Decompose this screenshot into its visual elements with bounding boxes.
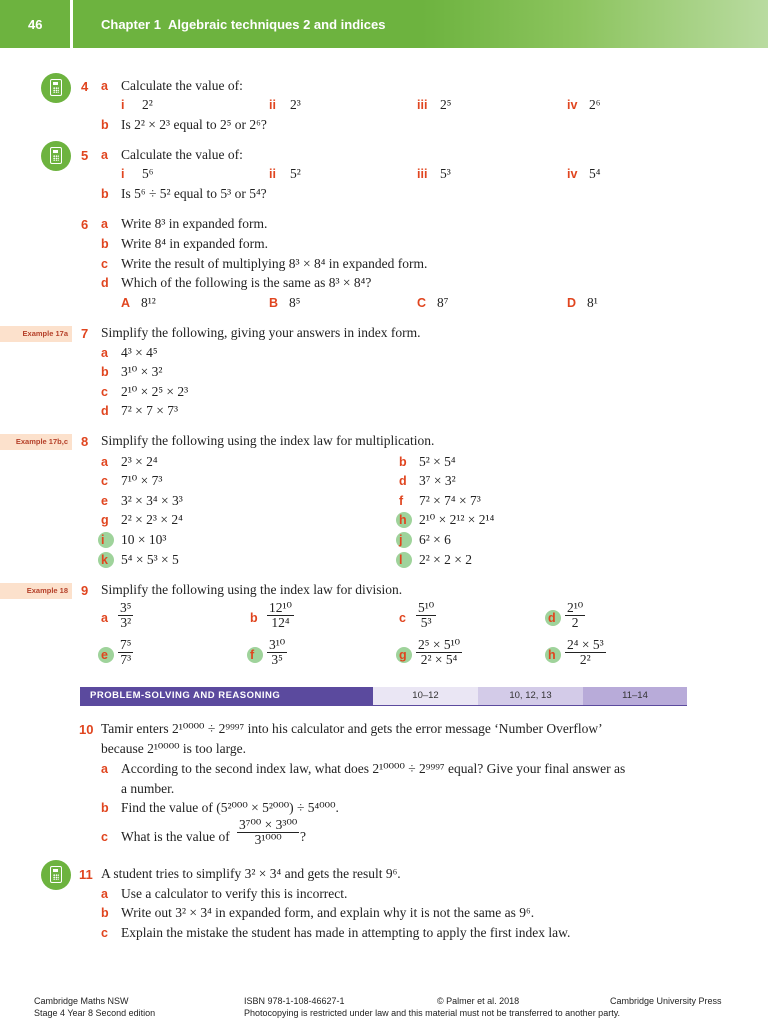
pathway-column-3: 11–14 bbox=[583, 687, 687, 705]
expression: 2⁵ bbox=[440, 97, 452, 112]
part-label: e bbox=[101, 494, 108, 508]
question-text: What is the value of bbox=[121, 829, 230, 844]
part-label: g bbox=[101, 513, 109, 527]
expression: 7¹⁰ × 7³ bbox=[121, 473, 163, 488]
footer-book-title: Cambridge Maths NSW bbox=[34, 996, 129, 1006]
expression: 2¹⁰ × 2⁵ × 2³ bbox=[121, 384, 189, 399]
part-label: b bbox=[399, 455, 407, 469]
question-text: Find the value of (5²⁰⁰⁰ × 5²⁰⁰⁰) ÷ 5⁴⁰⁰⁰. bbox=[121, 800, 339, 815]
expression: 4³ × 4⁵ bbox=[121, 345, 158, 360]
footer-copyright: © Palmer et al. 2018 bbox=[437, 996, 520, 1006]
pathway-column-1: 10–12 bbox=[373, 687, 478, 705]
question-text: Simplify the following, giving your answers in index form. bbox=[101, 325, 421, 340]
part-label: b bbox=[101, 365, 109, 379]
option-label: D bbox=[567, 296, 577, 310]
part-label-highlighted: i bbox=[101, 533, 104, 547]
part-label: a bbox=[101, 611, 108, 625]
expression: 2⁶ bbox=[589, 97, 601, 112]
part-label: c bbox=[101, 474, 108, 488]
subpart-label: iii bbox=[417, 167, 428, 181]
footer-isbn: ISBN 978-1-108-46627-1 bbox=[244, 996, 345, 1006]
expression: 2¹⁰ × 2¹² × 2¹⁴ bbox=[419, 512, 495, 527]
question-text: Calculate the value of: bbox=[121, 78, 243, 93]
part-label-highlighted: g bbox=[399, 648, 407, 662]
subpart-label: iv bbox=[567, 98, 578, 112]
question-number: 4 bbox=[81, 79, 89, 94]
question-number: 7 bbox=[81, 326, 89, 341]
part-label: a bbox=[101, 346, 108, 360]
part-label: b bbox=[250, 611, 258, 625]
question-text: According to the second index law, what does 2¹⁰⁰⁰⁰ ÷ 2⁹⁹⁹⁷ equal? Give your final answer as bbox=[121, 761, 626, 776]
fraction: $\frac{\text{7⁵}}{\text{7³}}$ bbox=[120, 637, 132, 667]
page-number: 46 bbox=[28, 17, 43, 32]
part-label: c bbox=[101, 830, 108, 844]
fraction: $\frac{\text{5¹⁰}}{\text{5³}}$ bbox=[418, 600, 435, 630]
expression: 6² × 6 bbox=[419, 532, 451, 547]
part-label-highlighted: l bbox=[399, 553, 402, 567]
footer-notice: Photocopying is restricted under law and this material must not be transferred to another party. bbox=[244, 1008, 621, 1018]
part-label: a bbox=[101, 887, 108, 901]
expression: 3¹⁰ × 3² bbox=[121, 364, 163, 379]
option-value: 8⁷ bbox=[437, 295, 449, 310]
question-text: Use a calculator to verify this is incorrect. bbox=[121, 886, 348, 901]
section-underline bbox=[80, 705, 687, 706]
expression: 7² × 7 × 7³ bbox=[121, 403, 179, 418]
page-header bbox=[0, 0, 768, 48]
question-number: 5 bbox=[81, 148, 89, 163]
question-number: 8 bbox=[81, 434, 89, 449]
part-label-highlighted: h bbox=[399, 513, 407, 527]
part-label: b bbox=[101, 237, 109, 251]
expression: 7² × 7⁴ × 7³ bbox=[419, 493, 481, 508]
subpart-label: iii bbox=[417, 98, 428, 112]
question-number: 10 bbox=[79, 722, 94, 737]
question-text: Write 8³ in expanded form. bbox=[121, 216, 268, 231]
expression: 5⁶ bbox=[142, 166, 154, 181]
part-label: a bbox=[101, 762, 108, 776]
footer-publisher: Cambridge University Press bbox=[610, 996, 722, 1006]
fraction: $\frac{\text{2⁵ × 5¹⁰}}{\text{2² × 5⁴}}$ bbox=[418, 637, 461, 667]
option-value: 8¹² bbox=[141, 295, 156, 310]
fraction: $\frac{\text{2⁴ × 5³}}{\text{2²}}$ bbox=[567, 637, 604, 667]
question-text: ? bbox=[300, 829, 306, 844]
question-text: because 2¹⁰⁰⁰⁰ is too large. bbox=[101, 741, 247, 756]
calculator-icon bbox=[41, 141, 71, 171]
expression: 2² × 2³ × 2⁴ bbox=[121, 512, 183, 527]
fraction: $\frac{\text{2¹⁰}}{2}$ bbox=[567, 600, 584, 630]
pathway-column-2: 10, 12, 13 bbox=[478, 687, 583, 705]
question-text: Is 2² × 2³ equal to 2⁵ or 2⁶? bbox=[121, 117, 267, 132]
question-text: Write out 3² × 3⁴ in expanded form, and explain why it is not the same as 9⁶. bbox=[121, 905, 535, 920]
example-reference[interactable]: Example 17a bbox=[0, 326, 72, 342]
part-label-highlighted: d bbox=[548, 611, 556, 625]
part-label: b bbox=[101, 118, 109, 132]
expression: 5² × 5⁴ bbox=[419, 454, 456, 469]
subpart-label: ii bbox=[269, 98, 276, 112]
subpart-label: i bbox=[121, 98, 125, 112]
subpart-label: i bbox=[121, 167, 125, 181]
chapter-label: Chapter 1 bbox=[101, 17, 161, 32]
question-number: 11 bbox=[79, 867, 93, 882]
fraction: $\frac{\text{12¹⁰}}{\text{12⁴}}$ bbox=[269, 600, 292, 630]
part-label: c bbox=[101, 257, 108, 271]
question-text: Write the result of multiplying 8³ × 8⁴ in expanded form. bbox=[121, 256, 428, 271]
question-text: Explain the mistake the student has made in attempting to apply the first index law. bbox=[121, 925, 571, 940]
chapter-title: Algebraic techniques 2 and indices bbox=[168, 17, 386, 32]
subpart-label: ii bbox=[269, 167, 276, 181]
section-header bbox=[80, 687, 687, 705]
part-label: f bbox=[399, 494, 404, 508]
part-label: a bbox=[101, 148, 108, 162]
part-label: d bbox=[101, 404, 109, 418]
fraction: $\frac{\text{3⁵}}{\text{3²}}$ bbox=[120, 600, 132, 630]
part-label: b bbox=[101, 801, 109, 815]
expression: 2² bbox=[142, 97, 153, 112]
footer-edition: Stage 4 Year 8 Second edition bbox=[34, 1008, 156, 1018]
expression: 2² × 2 × 2 bbox=[419, 552, 473, 567]
example-reference[interactable]: Example 17b,c bbox=[0, 434, 72, 450]
calculator-icon bbox=[41, 73, 71, 103]
question-text: Calculate the value of: bbox=[121, 147, 243, 162]
question-text: Simplify the following using the index law for multiplication. bbox=[101, 433, 435, 448]
header-divider bbox=[70, 0, 73, 48]
expression: 2³ × 2⁴ bbox=[121, 454, 158, 469]
expression: 3² × 3⁴ × 3³ bbox=[121, 493, 183, 508]
option-label: B bbox=[269, 296, 279, 310]
question-text: Tamir enters 2¹⁰⁰⁰⁰ ÷ 2⁹⁹⁹⁷ into his calculator and gets the error message ‘Number Overflow’ bbox=[101, 721, 603, 736]
fraction: $\frac{\text{3¹⁰}}{\text{3⁵}}$ bbox=[269, 637, 286, 667]
part-label: a bbox=[101, 217, 108, 231]
question-text: Which of the following is the same as 8³ × 8⁴? bbox=[121, 275, 372, 290]
expression: 5² bbox=[290, 166, 301, 181]
part-label-highlighted: k bbox=[101, 553, 108, 567]
part-label-highlighted: j bbox=[399, 533, 402, 547]
question-text: a number. bbox=[121, 781, 175, 796]
part-label: a bbox=[101, 455, 108, 469]
part-label-highlighted: e bbox=[101, 648, 108, 662]
part-label: b bbox=[101, 187, 109, 201]
part-label: d bbox=[399, 474, 407, 488]
part-label: d bbox=[101, 276, 109, 290]
question-number: 9 bbox=[81, 583, 89, 598]
question-number: 6 bbox=[81, 217, 89, 232]
question-text: A student tries to simplify 3² × 3⁴ and gets the result 9⁶. bbox=[101, 866, 401, 881]
expression: 3⁷ × 3² bbox=[419, 473, 456, 488]
option-label: C bbox=[417, 296, 427, 310]
expression: 10 × 10³ bbox=[121, 532, 167, 547]
part-label: c bbox=[399, 611, 406, 625]
fraction: $\frac{\text{3⁷⁰⁰ × 3³⁰⁰}}{\text{3¹⁰⁰⁰}}$ bbox=[239, 817, 298, 847]
expression: 5⁴ bbox=[589, 166, 601, 181]
example-reference[interactable]: Example 18 bbox=[0, 583, 72, 599]
expression: 5⁴ × 5³ × 5 bbox=[121, 552, 179, 567]
section-title: PROBLEM-SOLVING AND REASONING bbox=[80, 687, 373, 705]
option-value: 8¹ bbox=[587, 295, 598, 310]
part-label: c bbox=[101, 926, 108, 940]
part-label: c bbox=[101, 385, 108, 399]
part-label: a bbox=[101, 79, 108, 93]
question-text: Is 5⁶ ÷ 5² equal to 5³ or 5⁴? bbox=[121, 186, 267, 201]
part-label-highlighted: h bbox=[548, 648, 556, 662]
calculator-icon bbox=[41, 860, 71, 890]
question-text: Simplify the following using the index law for division. bbox=[101, 582, 403, 597]
expression: 5³ bbox=[440, 166, 451, 181]
question-text: Write 8⁴ in expanded form. bbox=[121, 236, 268, 251]
part-label: b bbox=[101, 906, 109, 920]
part-label-highlighted: f bbox=[250, 648, 254, 662]
option-label: A bbox=[121, 296, 131, 310]
option-value: 8⁵ bbox=[289, 295, 301, 310]
subpart-label: iv bbox=[567, 167, 578, 181]
expression: 2³ bbox=[290, 97, 301, 112]
